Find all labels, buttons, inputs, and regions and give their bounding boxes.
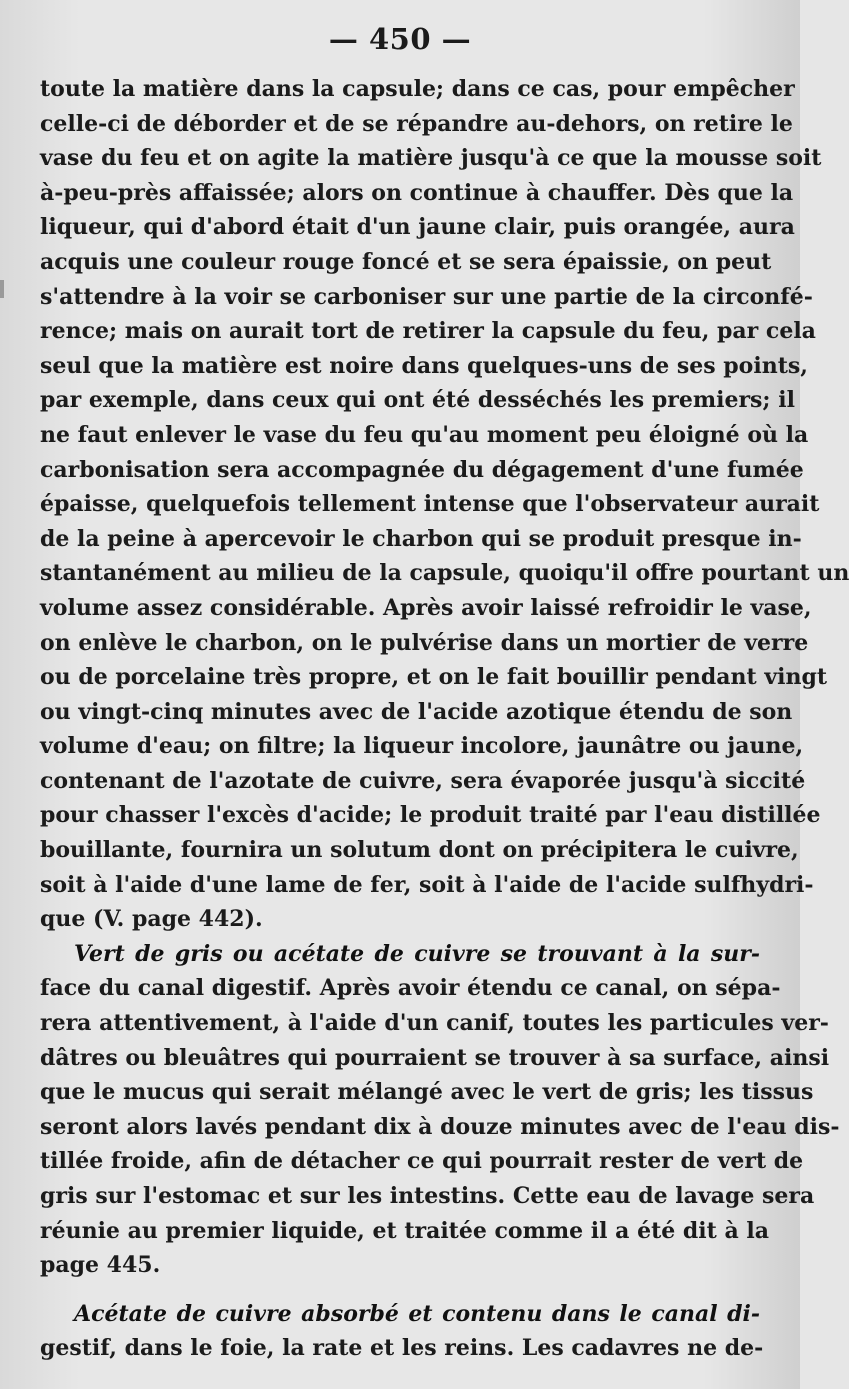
text-line: vase du feu et on agite la matière jusqu'à ce que la mousse soit <box>40 145 822 172</box>
text-block <box>40 72 849 1365</box>
text-line: pour chasser l'excès d'acide; le produit traité par l'eau distillée <box>40 802 821 829</box>
text-line: réunie au premier liquide, et traitée comme il a été dit à la <box>40 1217 769 1244</box>
text-line: stantanément au milieu de la capsule, quoiqu'il offre pourtant un <box>40 560 849 587</box>
page-number: — 450 — <box>328 22 472 56</box>
text-line: rence; mais on aurait tort de retirer la capsule du feu, par cela <box>40 318 816 345</box>
text-line: volume d'eau; on filtre; la liqueur incolore, jaunâtre ou jaune, <box>40 733 804 760</box>
text-line: rera attentivement, à l'aide d'un canif, toutes les particules ver- <box>40 1010 829 1037</box>
text-line: contenant de l'azotate de cuivre, sera évaporée jusqu'à siccité <box>40 767 806 794</box>
text-line: on enlève le charbon, on le pulvérise dans un mortier de verre <box>40 629 809 656</box>
text-line: ou de porcelaine très propre, et on le fait bouillir pendant vingt <box>40 664 828 691</box>
text-line: dâtres ou bleuâtres qui pourraient se trouver à sa surface, ainsi <box>40 1044 830 1071</box>
text-line: carbonisation sera accompagnée du dégagement d'une fumée <box>40 456 804 483</box>
text-line: gris sur l'estomac et sur les intestins. Cette eau de lavage sera <box>40 1183 815 1209</box>
text-line: par exemple, dans ceux qui ont été desséchés les premiers; il <box>40 387 795 414</box>
text-line: soit à l'aide d'une lame de fer, soit à l'aide de l'acide sulfhydri- <box>40 871 814 898</box>
text-line: liqueur, qui d'abord était d'un jaune clair, puis orangée, aura <box>40 214 795 241</box>
text-line: que le mucus qui serait mélangé avec le vert de gris; les tissus <box>40 1079 814 1106</box>
text-line: que (V. page 442). <box>40 906 263 933</box>
section-heading-line: Vert de gris ou acétate de cuivre se trouvant à la sur- <box>74 940 760 967</box>
text-line: bouillante, fournira un solutum dont on précipitera le cuivre, <box>40 837 799 864</box>
text-line: gestif, dans le foie, la rate et les reins. Les cadavres ne de- <box>40 1335 764 1362</box>
text-line: tillée froide, afin de détacher ce qui pourrait rester de vert de <box>40 1148 804 1175</box>
print-mark <box>0 280 4 298</box>
text-line: page 445. <box>40 1252 161 1279</box>
text-line: épaisse, quelquefois tellement intense que l'observateur aurait <box>40 491 820 518</box>
section-heading-line: Acétate de cuivre absorbé et contenu dans le canal di- <box>74 1300 760 1327</box>
text-line: celle-ci de déborder et de se répandre au-dehors, on retire le <box>40 110 793 137</box>
text-line: à-peu-près affaissée; alors on continue à chauffer. Dès que la <box>40 179 794 206</box>
text-line: acquis une couleur rouge foncé et se sera épaissie, on peut <box>40 248 772 275</box>
text-line: ne faut enlever le vase du feu qu'au moment peu éloigné où la <box>40 421 809 448</box>
text-line: volume assez considérable. Après avoir laissé refroidir le vase, <box>40 594 812 621</box>
text-line: face du canal digestif. Après avoir étendu ce canal, on sépa- <box>40 975 781 1002</box>
text-line: seront alors lavés pendant dix à douze minutes avec de l'eau dis- <box>40 1113 840 1140</box>
text-line: seul que la matière est noire dans quelques-uns de ses points, <box>40 352 808 379</box>
paragraph-gap <box>40 1283 760 1297</box>
text-line: de la peine à apercevoir le charbon qui se produit presque in- <box>40 525 802 552</box>
text-line: ou vingt-cinq minutes avec de l'acide azotique étendu de son <box>40 698 793 725</box>
text-line: s'attendre à la voir se carboniser sur une partie de la circonfé- <box>40 283 813 310</box>
text-line: toute la matière dans la capsule; dans ce cas, pour empêcher <box>40 76 795 102</box>
